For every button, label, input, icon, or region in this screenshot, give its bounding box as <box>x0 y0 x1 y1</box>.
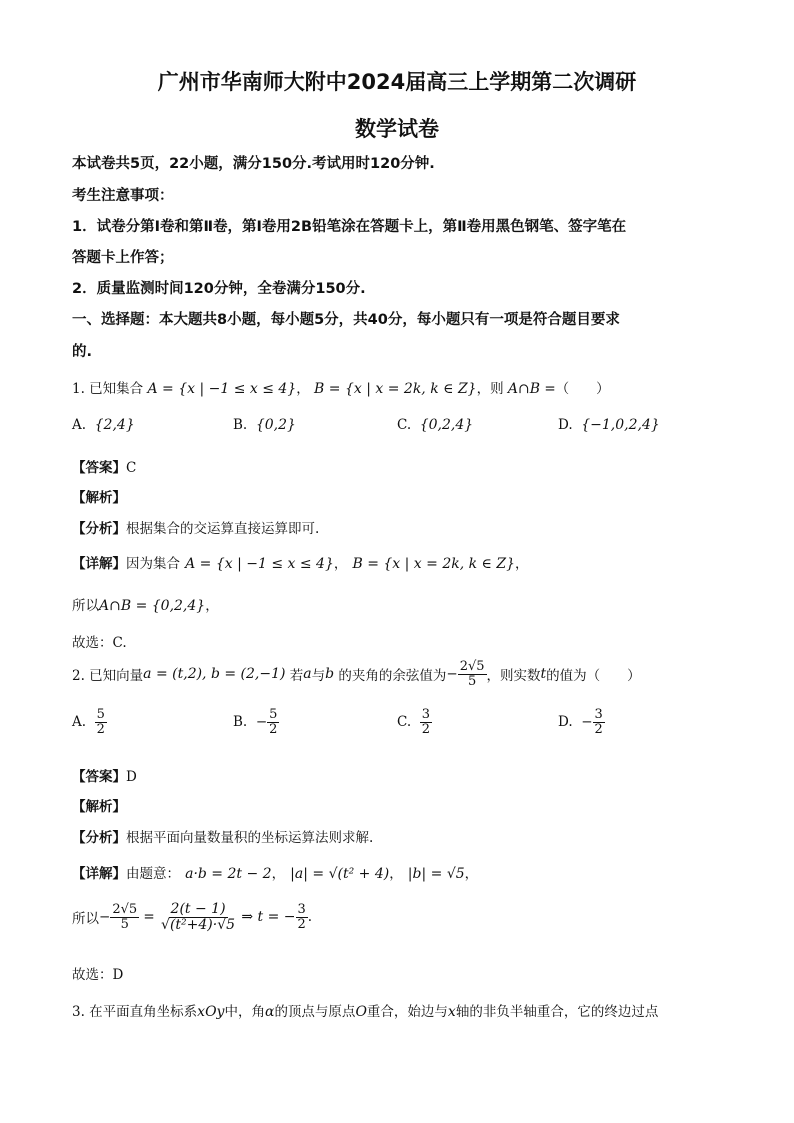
intro-text: 本试卷共5页，22小题，满分150分.考试用时120分钟. <box>72 156 435 172</box>
q2-equation: 所以 − $\frac{2√5}{5}$ = $\frac{2(t - 1)}{\text{√(t²+4)·√5}}$ ⇒ t = − $\frac{3}{2}$ . <box>72 901 313 933</box>
notice-item-1b: 答题卡上作答； <box>72 250 174 266</box>
q1-analysis-tag: 【解析】 <box>72 490 126 506</box>
q2-xiangjie: 【详解】由题意： a·b = 2t − 2， |a| = √(t² + 4)， |b| = √5， <box>72 866 479 882</box>
q1-stem-b: ，则 <box>476 381 504 397</box>
page-title: 广州市华南师大附中2024届高三上学期第二次调研 <box>157 70 637 94</box>
section-heading-a: 一、选择题：本大题共8小题，每小题5分，共40分，每小题只有一项是符合题目要求 <box>72 312 620 328</box>
notice-heading: 考生注意事项： <box>72 188 174 204</box>
q1-stem <box>72 377 610 397</box>
q3-stem: 3. 在平面直角坐标系xOy中，角α的顶点与原点O重合，始边与x轴的非负半轴重合，它的终边过点 <box>72 1004 659 1020</box>
q1-set-a: A = {x | −1 ≤ x ≤ 4} <box>147 381 297 397</box>
notice-item-2: 2．质量监测时间120分钟，全卷满分150分. <box>72 281 366 297</box>
q2-option-d: D. − $\frac{3}{2}$ <box>558 707 603 737</box>
q2-fenxi: 【分析】根据平面向量数量积的坐标运算法则求解. <box>72 830 374 846</box>
q2-analysis-tag: 【解析】 <box>72 799 126 815</box>
q1-option-d: D. {−1,0,2,4} <box>558 417 660 433</box>
q1-answer: 【答案】C <box>72 460 137 476</box>
q1-stem-a: 1. 已知集合 <box>72 381 144 397</box>
q1-xiangjie: 【详解】因为集合 A = {x | −1 ≤ x ≤ 4}， B = {x | x = 2k, k ∈ Z}， <box>72 556 529 572</box>
q2-answer: 【答案】D <box>72 769 137 785</box>
q1-expr: A∩B <box>507 381 541 397</box>
q1-sep: ， <box>296 381 310 397</box>
q2-option-c: C. $\frac{3}{2}$ <box>397 707 431 737</box>
q2-option-b: B. − $\frac{5}{2}$ <box>233 707 278 737</box>
q1-option-a: A. {2,4} <box>72 417 135 433</box>
q1-set-b: B = {x | x = 2k, k ∈ Z} <box>314 381 477 397</box>
q1-option-b: B. {0,2} <box>233 417 296 433</box>
q1-fenxi: 【分析】根据集合的交运算直接运算即可. <box>72 521 320 537</box>
q2-stem: 2. 已知向量 a = (t,2), b = (2,−1) 若 a 与 b 的夹角的余弦值为 − $\frac{2√5}{5}$ ，则实数 t 的值为（ ） <box>72 659 641 689</box>
q1-option-c: C. {0,2,4} <box>397 417 474 433</box>
q2-option-a: A. $\frac{5}{2}$ <box>72 707 105 737</box>
q2-choice: 故选：D <box>72 967 124 983</box>
section-heading-b: 的. <box>72 344 93 360</box>
page-subtitle: 数学试卷 <box>355 117 439 141</box>
q1-choice: 故选：C. <box>72 635 127 651</box>
notice-item-1a: 1．试卷分第Ⅰ卷和第Ⅱ卷，第Ⅰ卷用2B铅笔涂在答题卡上，第Ⅱ卷用黑色钢笔、签字笔在 <box>72 219 627 235</box>
q2-cos-fraction: $\frac{2√5}{5}$ <box>459 659 485 689</box>
q1-result: 所以A∩B = {0,2,4}， <box>72 598 219 614</box>
q1-stem-c: =（ ） <box>544 381 610 397</box>
